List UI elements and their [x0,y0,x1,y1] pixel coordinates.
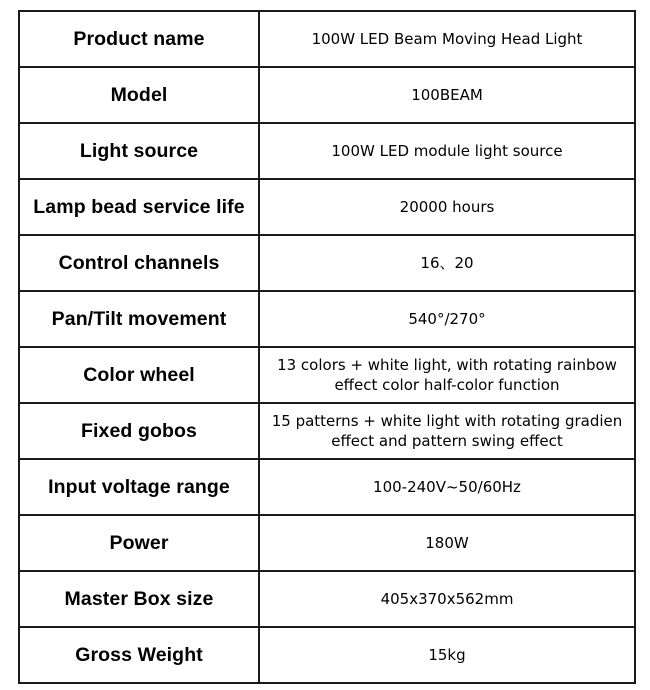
spec-value-pan-tilt: 540°/270° [259,291,635,347]
spec-value-service-life: 20000 hours [259,179,635,235]
table-row [19,403,635,459]
spec-value-input-voltage: 100-240V~50/60Hz [259,459,635,515]
spec-label-fixed-gobos: Fixed gobos [19,403,259,459]
table-row [19,235,635,291]
spec-label-light-source: Light source [19,123,259,179]
table-row [19,179,635,235]
spec-label-master-box-size: Master Box size [19,571,259,627]
table-row [19,627,635,683]
spec-label-input-voltage: Input voltage range [19,459,259,515]
spec-label-model: Model [19,67,259,123]
table-row [19,11,635,67]
spec-value-model: 100BEAM [259,67,635,123]
table-row [19,571,635,627]
spec-value-master-box-size: 405x370x562mm [259,571,635,627]
table-row [19,459,635,515]
table-row [19,515,635,571]
table-row [19,123,635,179]
spec-value-product-name: 100W LED Beam Moving Head Light [259,11,635,67]
spec-value-fixed-gobos: 15 patterns + white light with rotating gradien effect and pattern swing effect [259,403,635,459]
spec-value-control-channels: 16、20 [259,235,635,291]
spec-label-product-name: Product name [19,11,259,67]
spec-label-pan-tilt: Pan/Tilt movement [19,291,259,347]
table-row [19,67,635,123]
table-row [19,347,635,403]
spec-value-light-source: 100W LED module light source [259,123,635,179]
spec-value-gross-weight: 15kg [259,627,635,683]
table-row [19,291,635,347]
spec-value-color-wheel: 13 colors + white light, with rotating rainbow effect color half-color function [259,347,635,403]
spec-label-color-wheel: Color wheel [19,347,259,403]
spec-label-control-channels: Control channels [19,235,259,291]
spec-label-power: Power [19,515,259,571]
spec-label-service-life: Lamp bead service life [19,179,259,235]
spec-value-power: 180W [259,515,635,571]
spec-label-gross-weight: Gross Weight [19,627,259,683]
spec-table [18,10,636,684]
